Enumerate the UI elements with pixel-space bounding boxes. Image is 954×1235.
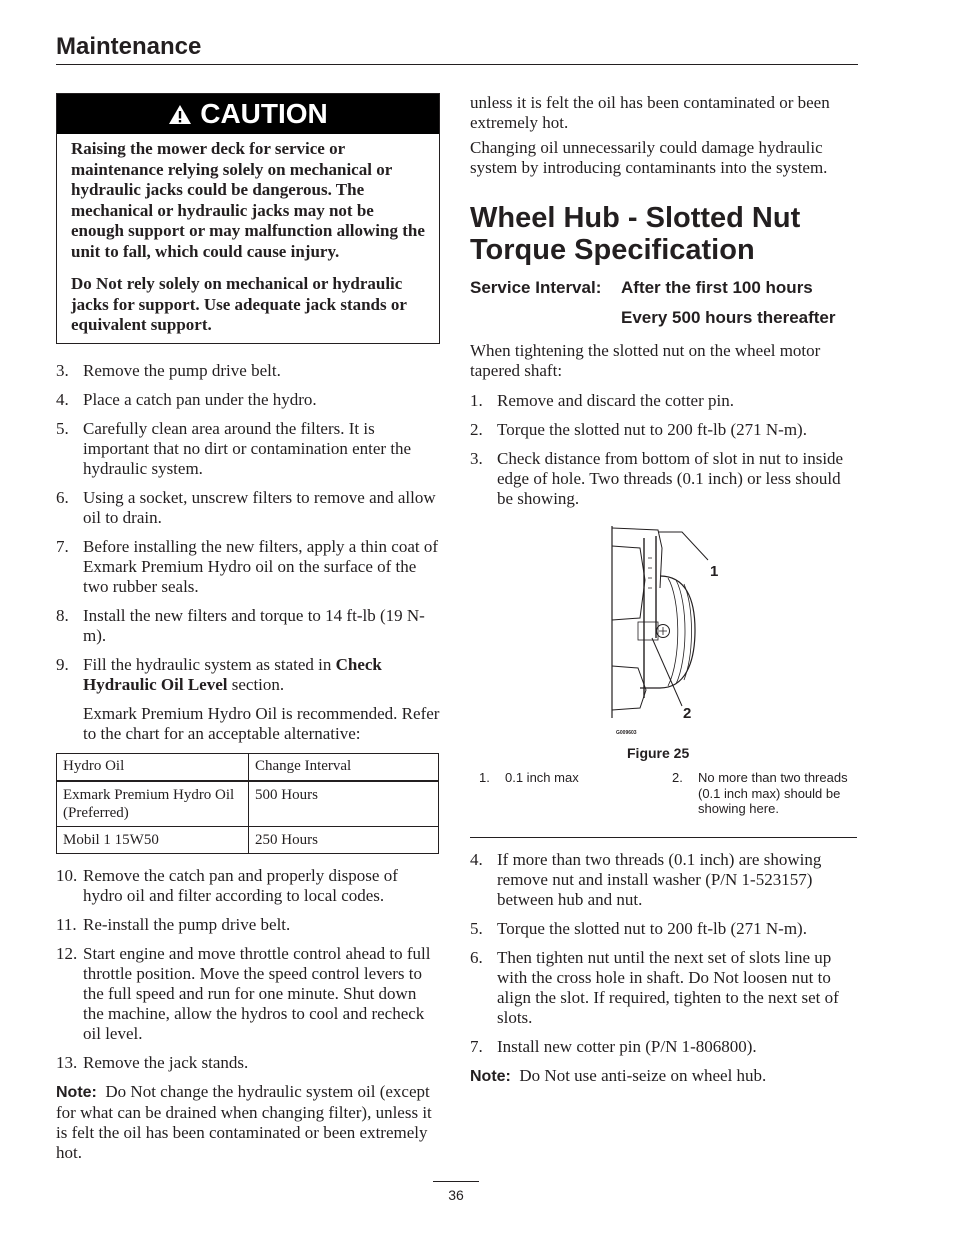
list-item [56, 537, 440, 597]
legend-number: 2. [672, 770, 683, 785]
step-number: 3. [470, 449, 483, 468]
step-number: 10. [56, 865, 78, 885]
step-number: 11. [56, 914, 77, 934]
step-number: 3. [56, 360, 69, 380]
list-item [470, 449, 857, 509]
figure-rule [470, 837, 857, 838]
section-title: Wheel Hub - Slotted Nut Torque Specification [470, 202, 801, 266]
service-interval-first: After the first 100 hours [621, 278, 813, 297]
step-number: 1. [470, 391, 483, 410]
note-text: Do Not use anti-seize on wheel hub. [519, 1066, 767, 1085]
step-text: Before installing the new filters, apply a thin coat of Exmark Premium Hydro oil on the surface of the two rubber seals. [83, 536, 439, 596]
caution-paragraph-2: Do Not rely solely on mechanical or hydraulic jacks for support. Use adequate jack stands or equivalent support. [71, 274, 407, 334]
paragraph: Changing oil unnecessarily could damage hydraulic system by introducing contaminants into the system. [470, 138, 828, 177]
list-item [470, 391, 857, 411]
table-cell: 250 Hours [249, 826, 439, 853]
step-text: Start engine and move throttle control ahead to full throttle position. Move the speed control levers to the full speed and run for one minute. Shut down the machine, allow the hydros to cool and recheck oil level. [83, 943, 431, 1043]
right-column [470, 93, 857, 1092]
caution-paragraph-1: Raising the mower deck for service or maintenance relying solely on mechanical or hydraulic jacks could be dangerous. The mechanical or hydraulic jacks may not be enough support or may malfunction allowing the unit to fall, which could cause injury. [71, 139, 425, 261]
cross-reference: Check Hydraulic Oil Level [83, 654, 382, 694]
step-number: 5. [56, 418, 69, 438]
left-column [56, 93, 440, 1163]
step-text: Remove the catch pan and properly dispose of hydro oil and filter according to local codes. [83, 865, 398, 905]
oil-table [56, 753, 439, 854]
note-right [470, 1066, 857, 1087]
caution-box [56, 93, 440, 344]
step-text: Carefully clean area around the filters. It is important that no dirt or contamination enter the hydraulic system. [83, 418, 412, 478]
caution-body [57, 134, 439, 343]
step-number: 6. [470, 948, 483, 967]
list-item [56, 1053, 440, 1073]
service-interval-second: Every 500 hours thereafter [621, 308, 836, 327]
steps-list-left-b [56, 866, 440, 1073]
step-text: Install new cotter pin (P/N 1-806800). [497, 1037, 757, 1056]
step-number: 7. [56, 536, 69, 556]
figure-callout-2: 2 [683, 705, 692, 722]
warning-triangle-icon [168, 104, 192, 125]
list-item [56, 866, 440, 906]
figure-code: G009603 [616, 730, 637, 736]
step-number: 5. [470, 919, 483, 938]
list-item [56, 419, 440, 479]
header-rule [56, 64, 858, 65]
step-number: 6. [56, 487, 69, 507]
list-item [56, 361, 440, 381]
step-number: 9. [56, 654, 69, 674]
step-text: Check distance from bottom of slot in nut to inside edge of hole. Two threads (0.1 inch) or less should be showing. [497, 449, 844, 508]
list-item [56, 915, 440, 935]
step-text: Using a socket, unscrew filters to remove and allow oil to drain. [83, 487, 436, 527]
step-number: 7. [470, 1037, 483, 1056]
table-header-row [57, 753, 439, 781]
step-number: 13. [56, 1052, 78, 1072]
list-item [56, 488, 440, 528]
step-text: Remove and discard the cotter pin. [497, 391, 734, 410]
note-text: Do Not change the hydraulic system oil (except for what can be drained when changing filter), unless it is felt the oil has been contaminated or been extremely hot. [56, 1081, 432, 1162]
list-item [56, 655, 440, 695]
list-item [470, 919, 857, 939]
intro-paragraph: When tightening the slotted nut on the wheel motor tapered shaft: [470, 341, 821, 380]
step-text: Fill the hydraulic system as stated in [83, 654, 336, 674]
page-header-title: Maintenance [56, 33, 202, 60]
step-number: 4. [56, 389, 69, 409]
figure-25 [470, 518, 857, 818]
step-number: 12. [56, 943, 78, 963]
step-text: section. [227, 674, 285, 694]
list-item [470, 420, 857, 440]
step-number: 2. [470, 420, 483, 439]
list-item [470, 948, 857, 1028]
continued-paragraph: unless it is felt the oil has been contaminated or been extremely hot. [470, 93, 830, 132]
slotted-nut-illustration [470, 518, 857, 748]
step-text: Then tighten nut until the next set of slots line up with the cross hole in shaft. Do Not loosen nut to align the slot. If required, tighten to the next set of slots. [497, 948, 839, 1027]
list-item [56, 606, 440, 646]
legend-text: No more than two threads (0.1 inch max) should be showing here. [698, 770, 848, 816]
figure-legend-1 [479, 770, 579, 786]
step-text: If more than two threads (0.1 inch) are showing remove nut and install washer (P/N 1-523157) between hub and nut. [497, 850, 822, 909]
step-text: Install the new filters and torque to 14 ft-lb (19 N-m). [83, 605, 425, 645]
steps-list-right-a [470, 391, 857, 509]
steps-list-left-a [56, 361, 440, 695]
step-text: Torque the slotted nut to 200 ft-lb (271 N-m). [497, 919, 807, 938]
note-label: Note: [56, 1083, 97, 1101]
step-text: Torque the slotted nut to 200 ft-lb (271 N-m). [497, 420, 807, 439]
figure-callout-1: 1 [710, 563, 719, 580]
figure-legend-2 [672, 770, 856, 817]
table-row [57, 826, 439, 853]
page-number: 36 [433, 1181, 479, 1205]
table-header-cell: Hydro Oil [57, 753, 249, 781]
step-number: 4. [470, 850, 483, 869]
note-left [56, 1082, 444, 1163]
list-item [56, 390, 440, 410]
step-9-note: Exmark Premium Hydro Oil is recommended. Refer to the chart for an acceptable alternative: [83, 703, 440, 743]
list-item [470, 1037, 857, 1057]
steps-list-right-b [470, 850, 857, 1057]
step-text: Remove the jack stands. [83, 1052, 249, 1072]
table-cell: Exmark Premium Hydro Oil (Preferred) [57, 781, 249, 827]
step-text: Remove the pump drive belt. [83, 360, 281, 380]
service-interval-label: Service Interval: [470, 278, 602, 297]
table-cell: Mobil 1 15W50 [57, 826, 249, 853]
table-row [57, 781, 439, 827]
service-interval [470, 278, 857, 298]
note-label: Note: [470, 1068, 511, 1085]
list-item [56, 944, 440, 1044]
table-cell: 500 Hours [249, 781, 439, 827]
step-text: Place a catch pan under the hydro. [83, 389, 317, 409]
caution-header [57, 94, 439, 134]
caution-label: CAUTION [200, 98, 328, 129]
table-header-cell: Change Interval [249, 753, 439, 781]
legend-text: 0.1 inch max [505, 770, 579, 785]
list-item [470, 850, 857, 910]
step-text: Re-install the pump drive belt. [83, 914, 291, 934]
step-number: 8. [56, 605, 69, 625]
legend-number: 1. [479, 770, 490, 785]
figure-caption: Figure 25 [627, 745, 690, 761]
